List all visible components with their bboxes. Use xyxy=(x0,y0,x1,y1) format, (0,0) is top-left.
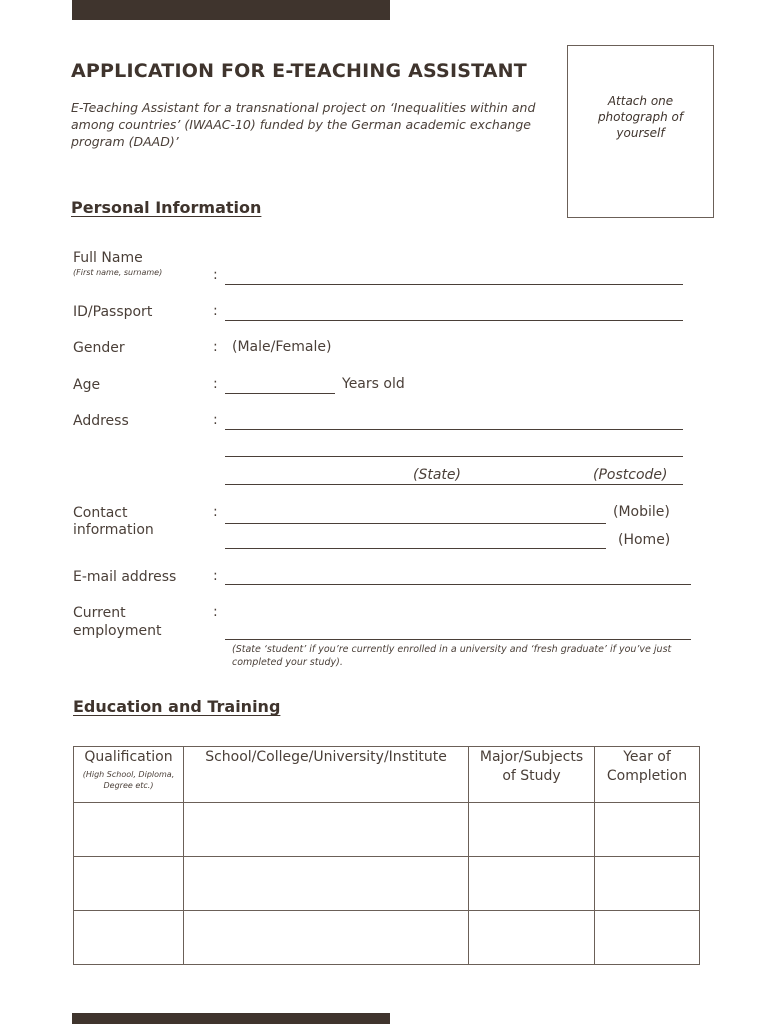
table-row xyxy=(74,857,700,911)
age-field[interactable] xyxy=(225,393,335,394)
id-passport-label: ID/Passport xyxy=(73,304,153,320)
colon: : xyxy=(213,504,218,520)
table-cell[interactable] xyxy=(184,803,469,857)
id-passport-field[interactable] xyxy=(225,320,683,321)
table-header-row xyxy=(74,747,700,803)
form-title: APPLICATION FOR E-TEACHING ASSISTANT xyxy=(71,60,527,82)
gender-options[interactable]: (Male/Female) xyxy=(232,339,332,355)
address-line-2[interactable] xyxy=(225,456,683,457)
col-major xyxy=(469,747,595,803)
photo-label: Attach one photograph of yourself xyxy=(597,94,684,140)
colon: : xyxy=(213,604,218,620)
col-year-label: Year of Completion xyxy=(606,749,688,784)
personal-info-heading: Personal Information xyxy=(71,198,262,217)
table-cell[interactable] xyxy=(74,803,184,857)
email-label: E-mail address xyxy=(73,569,177,585)
table-cell[interactable] xyxy=(595,803,700,857)
colon: : xyxy=(213,412,218,428)
table-cell[interactable] xyxy=(469,857,595,911)
contact-label-line1: Contact xyxy=(73,505,128,521)
full-name-label: Full Name xyxy=(73,250,143,266)
colon: : xyxy=(213,303,218,319)
employment-label-line2: employment xyxy=(73,623,162,639)
full-name-hint: (First name, surname) xyxy=(73,268,163,277)
table-cell[interactable] xyxy=(74,857,184,911)
colon: : xyxy=(213,568,218,584)
employment-field[interactable] xyxy=(225,639,691,640)
table-cell[interactable] xyxy=(469,803,595,857)
table-cell[interactable] xyxy=(595,911,700,965)
address-state-label: (State) xyxy=(413,467,461,483)
gender-label: Gender xyxy=(73,340,125,356)
full-name-field[interactable] xyxy=(225,284,683,285)
mobile-label: (Mobile) xyxy=(613,504,670,520)
colon: : xyxy=(213,267,218,283)
education-heading: Education and Training xyxy=(73,697,281,716)
col-qualification-label: Qualification xyxy=(84,749,173,765)
form-subtitle: E-Teaching Assistant for a transnational project on ‘Inequalities within and among countries’ (IWAAC-10) funded by the German academic exchange program (DAAD)’ xyxy=(71,100,536,149)
table-cell[interactable] xyxy=(184,857,469,911)
col-major-label: Major/Subjects of Study xyxy=(479,749,584,784)
contact-label-line2: information xyxy=(73,522,154,538)
mobile-field[interactable] xyxy=(225,523,606,524)
education-table xyxy=(73,746,700,965)
colon: : xyxy=(213,339,218,355)
home-phone-field[interactable] xyxy=(225,548,606,549)
col-qualification-hint: (High School, Diploma, Degree etc.) xyxy=(82,770,175,790)
bottom-decorative-bar xyxy=(72,1013,390,1024)
employment-label-line1: Current xyxy=(73,605,126,621)
home-label: (Home) xyxy=(618,532,671,548)
address-line-3[interactable] xyxy=(225,484,683,485)
table-row xyxy=(74,803,700,857)
age-suffix: Years old xyxy=(342,376,405,392)
address-line-1[interactable] xyxy=(225,429,683,430)
table-cell[interactable] xyxy=(74,911,184,965)
col-institution xyxy=(184,747,469,803)
colon: : xyxy=(213,376,218,392)
col-institution-label: School/College/University/Institute xyxy=(205,749,447,765)
table-cell[interactable] xyxy=(595,857,700,911)
address-label: Address xyxy=(73,413,129,429)
employment-note: (State ‘student’ if you’re currently enrolled in a university and ‘fresh graduate’ if you’ve just completed your study). xyxy=(232,644,672,668)
email-field[interactable] xyxy=(225,584,691,585)
address-postcode-label: (Postcode) xyxy=(593,467,668,483)
table-cell[interactable] xyxy=(184,911,469,965)
col-qualification xyxy=(74,747,184,803)
table-cell[interactable] xyxy=(469,911,595,965)
col-year xyxy=(595,747,700,803)
top-decorative-bar xyxy=(72,0,390,20)
photo-placeholder[interactable] xyxy=(567,45,714,218)
age-label: Age xyxy=(73,377,101,393)
table-row xyxy=(74,911,700,965)
